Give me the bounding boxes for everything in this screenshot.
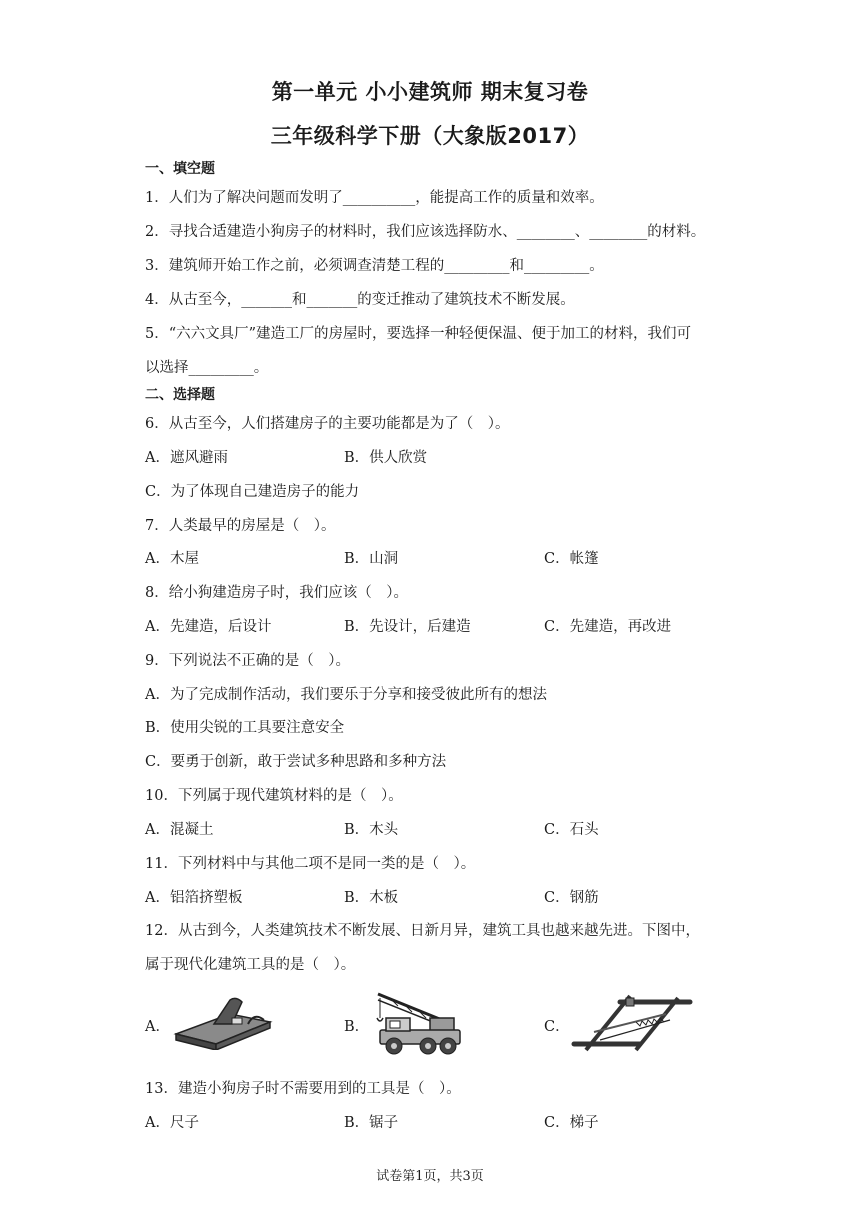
q10-option-b: B．木头 bbox=[344, 822, 399, 838]
q7-option-b: B．山洞 bbox=[344, 551, 399, 567]
question-9: 9．下列说法不正确的是（ ）。 bbox=[145, 653, 350, 669]
q10-option-a: A．混凝土 bbox=[145, 822, 214, 838]
page-subtitle: 三年级科学下册（大象版2017） bbox=[270, 124, 590, 148]
page-footer: 试卷第1页，共3页 bbox=[376, 1169, 484, 1184]
crane-truck-image bbox=[372, 990, 464, 1056]
question-2: 2．寻找合适建造小狗房子的材料时，我们应该选择防水、________、________的材料。 bbox=[145, 224, 706, 240]
question-4: 4．从古至今，_______和_______的变迁推动了建筑技术不断发展。 bbox=[145, 292, 575, 308]
question-11: 11．下列材料中与其他二项不是同一类的是（ ）。 bbox=[145, 856, 476, 872]
q12-option-a-label: A． bbox=[145, 1019, 170, 1035]
question-3: 3．建筑师开始工作之前，必须调查清楚工程的_________和_________。 bbox=[145, 258, 604, 274]
q11-option-c: C．钢筋 bbox=[544, 890, 599, 906]
question-8: 8．给小狗建造房子时，我们应该（ ）。 bbox=[145, 585, 408, 601]
question-5-line1: 5．“六六文具厂”建造工厂的房屋时，要选择一种轻便保温、便于加工的材料，我们可 bbox=[145, 326, 692, 342]
q13-option-a: A．尺子 bbox=[145, 1115, 199, 1131]
q11-option-a: A．铝箔挤塑板 bbox=[145, 890, 243, 906]
q7-option-a: A．木屋 bbox=[145, 551, 199, 567]
q6-option-b: B．供人欣赏 bbox=[344, 450, 428, 466]
q9-option-c: C．要勇于创新，敢于尝试多种思路和多种方法 bbox=[145, 754, 447, 770]
question-1: 1．人们为了解决问题而发明了__________，能提高工作的质量和效率。 bbox=[145, 190, 604, 206]
q7-option-c: C．帐篷 bbox=[544, 551, 599, 567]
page-title: 第一单元 小小建筑师 期末复习卷 bbox=[271, 80, 589, 104]
q9-option-b: B．使用尖锐的工具要注意安全 bbox=[145, 720, 345, 736]
question-5-line2: 以选择_________。 bbox=[145, 360, 269, 376]
question-13: 13．建造小狗房子时不需要用到的工具是（ ）。 bbox=[145, 1081, 461, 1097]
q10-option-c: C．石头 bbox=[544, 822, 599, 838]
frame-saw-image bbox=[570, 992, 694, 1054]
q13-option-b: B．锯子 bbox=[344, 1115, 399, 1131]
section-heading-fill-blank: 一、填空题 bbox=[145, 161, 215, 177]
question-10: 10．下列属于现代建筑材料的是（ ）。 bbox=[145, 788, 403, 804]
question-7: 7．人类最早的房屋是（ ）。 bbox=[145, 518, 336, 534]
q6-option-a: A．遮风避雨 bbox=[145, 450, 228, 466]
q8-option-a: A．先建造，后设计 bbox=[145, 619, 272, 635]
q11-option-b: B．木板 bbox=[344, 890, 399, 906]
q8-option-b: B．先设计，后建造 bbox=[344, 619, 471, 635]
q9-option-a: A．为了完成制作活动，我们要乐于分享和接受彼此所有的想法 bbox=[145, 687, 547, 703]
q13-option-c: C．梯子 bbox=[544, 1115, 599, 1131]
hand-plane-image bbox=[170, 994, 274, 1050]
question-12-line2: 属于现代化建筑工具的是（ ）。 bbox=[145, 957, 356, 973]
q6-option-c: C．为了体现自己建造房子的能力 bbox=[145, 484, 360, 500]
question-12-line1: 12．从古到今，人类建筑技术不断发展、日新月异，建筑工具也越来越先进。下图中， bbox=[145, 923, 700, 939]
q12-option-b-label: B． bbox=[344, 1019, 370, 1035]
q8-option-c: C．先建造，再改进 bbox=[544, 619, 672, 635]
question-6: 6．从古至今，人们搭建房子的主要功能都是为了（ ）。 bbox=[145, 416, 510, 432]
q12-option-c-label: C． bbox=[544, 1019, 570, 1035]
section-heading-choice: 二、选择题 bbox=[145, 387, 215, 403]
